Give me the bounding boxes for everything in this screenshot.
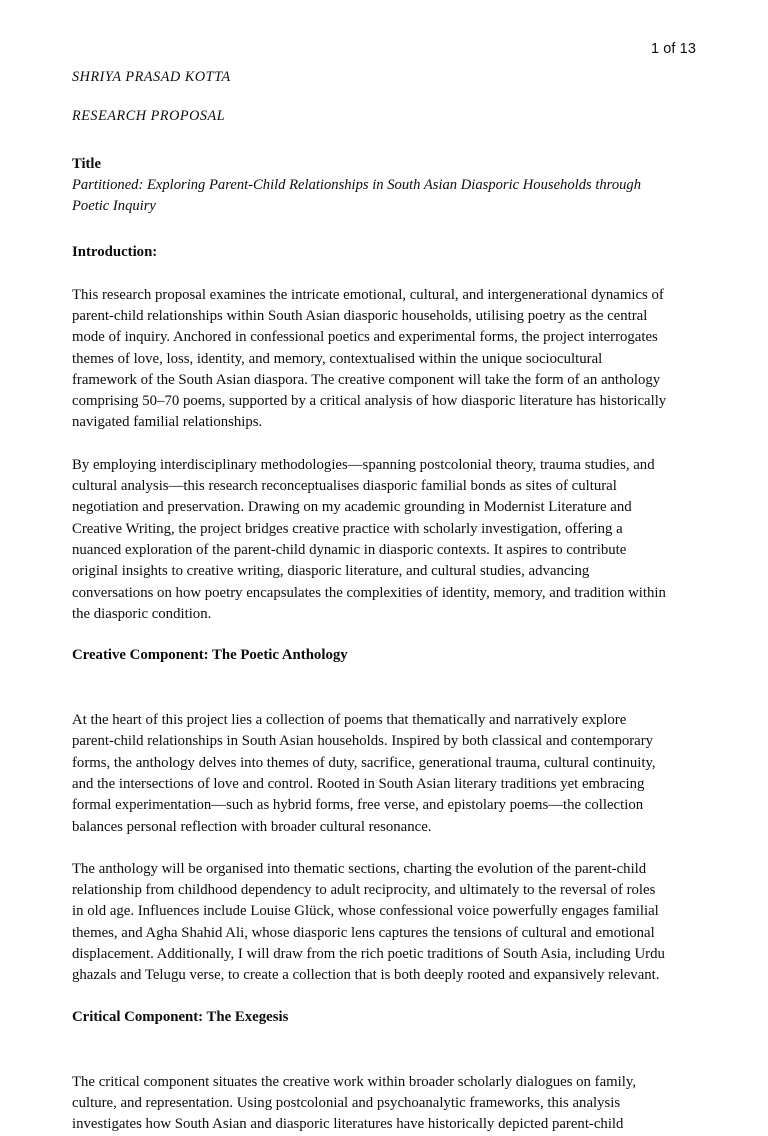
heading-creative-component: Creative Component: The Poetic Anthology <box>72 647 348 664</box>
text-line: cultural analysis—this research reconceptualises diasporic familial bonds as sites of cultural <box>72 478 617 495</box>
creative-component-paragraph-2 <box>72 859 696 987</box>
text-line: formal experimentation—such as hybrid forms, free verse, and epistolary poems—the collection <box>72 797 644 814</box>
proposal-title <box>72 175 696 215</box>
text-line: comprising 50–70 poems, supported by a critical analysis of how diasporic literature has historically <box>72 393 667 410</box>
critical-component-paragraph-1 <box>72 1072 696 1136</box>
text-line: the diasporic condition. <box>72 605 212 622</box>
heading-introduction: Introduction: <box>72 243 158 260</box>
text-line: mode of inquiry. Anchored in confessional poetics and experimental forms, the project interrogates <box>72 329 658 346</box>
text-line: themes, and Agha Shahid Ali, whose diasporic lens captures the tensions of cultural and emotional <box>72 924 655 941</box>
creative-component-paragraph-1 <box>72 710 696 838</box>
text-line: themes of love, loss, identity, and memory, contextualised within the unique sociocultural <box>72 350 603 367</box>
text-line: This research proposal examines the intricate emotional, cultural, and intergenerational dynamics of <box>72 286 664 303</box>
text-line: forms, the anthology delves into themes of duty, sacrifice, generational trauma, cultural continuity, <box>72 754 656 771</box>
introduction-paragraph-1 <box>72 285 696 434</box>
text-line: parent-child relationships in South Asian households. Inspired by both classical and contemporary <box>72 733 654 750</box>
text-line: navigated familial relationships. <box>72 414 263 431</box>
text-line: Creative Writing, the project bridges creative practice with scholarly investigation, offering a <box>72 520 623 537</box>
text-line: At the heart of this project lies a collection of poems that thematically and narratively explore <box>72 712 627 729</box>
introduction-paragraph-2 <box>72 455 696 625</box>
heading-critical-component: Critical Component: The Exegesis <box>72 1008 289 1025</box>
document-type: RESEARCH PROPOSAL <box>72 108 226 125</box>
text-line: and the intersections of love and control. Rooted in South Asian literary traditions yet embracing <box>72 775 645 792</box>
text-line: By employing interdisciplinary methodologies—spanning postcolonial theory, trauma studies, and <box>72 456 655 473</box>
text-line: framework of the South Asian diaspora. The creative component will take the form of an anthology <box>72 371 661 388</box>
document-content <box>72 68 696 1136</box>
title-label: Title <box>72 155 101 172</box>
text-line: balances personal reflection with broader cultural resonance. <box>72 818 432 835</box>
page-indicator: 1 of 13 <box>650 41 696 57</box>
text-line: nuanced exploration of the parent-child dynamic in diasporic contexts. It aspires to contribute <box>72 541 627 558</box>
text-line: parent-child relationships within South Asian diasporic households, utilising poetry as the central <box>72 307 648 324</box>
text-line: ghazals and Telugu verse, to create a collection that is both deeply rooted and expansively relevant. <box>72 967 660 984</box>
text-line: displacement. Additionally, I will draw from the rich poetic traditions of South Asia, including Urdu <box>72 946 665 963</box>
text-line: investigates how South Asian and diasporic literatures have historically depicted parent-child <box>72 1116 624 1133</box>
text-line: original insights to creative writing, diasporic literature, and cultural studies, advancing <box>72 563 590 580</box>
author-name: SHRIYA PRASAD KOTTA <box>72 69 231 85</box>
text-line: culture, and representation. Using postcolonial and psychoanalytic frameworks, this analysis <box>72 1094 621 1111</box>
text-line: negotiation and preservation. Drawing on my academic grounding in Modernist Literature and <box>72 499 632 516</box>
text-line: The critical component situates the creative work within broader scholarly dialogues on family, <box>72 1073 637 1090</box>
text-line: relationship from childhood dependency to adult reciprocity, and ultimately to the reversal of roles <box>72 882 656 899</box>
text-line: in old age. Influences include Louise Glück, whose confessional voice powerfully engages familial <box>72 903 659 920</box>
proposal-title-line-2: Poetic Inquiry <box>72 197 156 214</box>
text-line: conversations on how poetry encapsulates the complexities of identity, memory, and tradition within <box>72 584 666 601</box>
text-line: The anthology will be organised into thematic sections, charting the evolution of the parent-child <box>72 860 647 877</box>
proposal-title-line-1: Partitioned: Exploring Parent-Child Relationships in South Asian Diasporic Households through <box>72 177 642 194</box>
